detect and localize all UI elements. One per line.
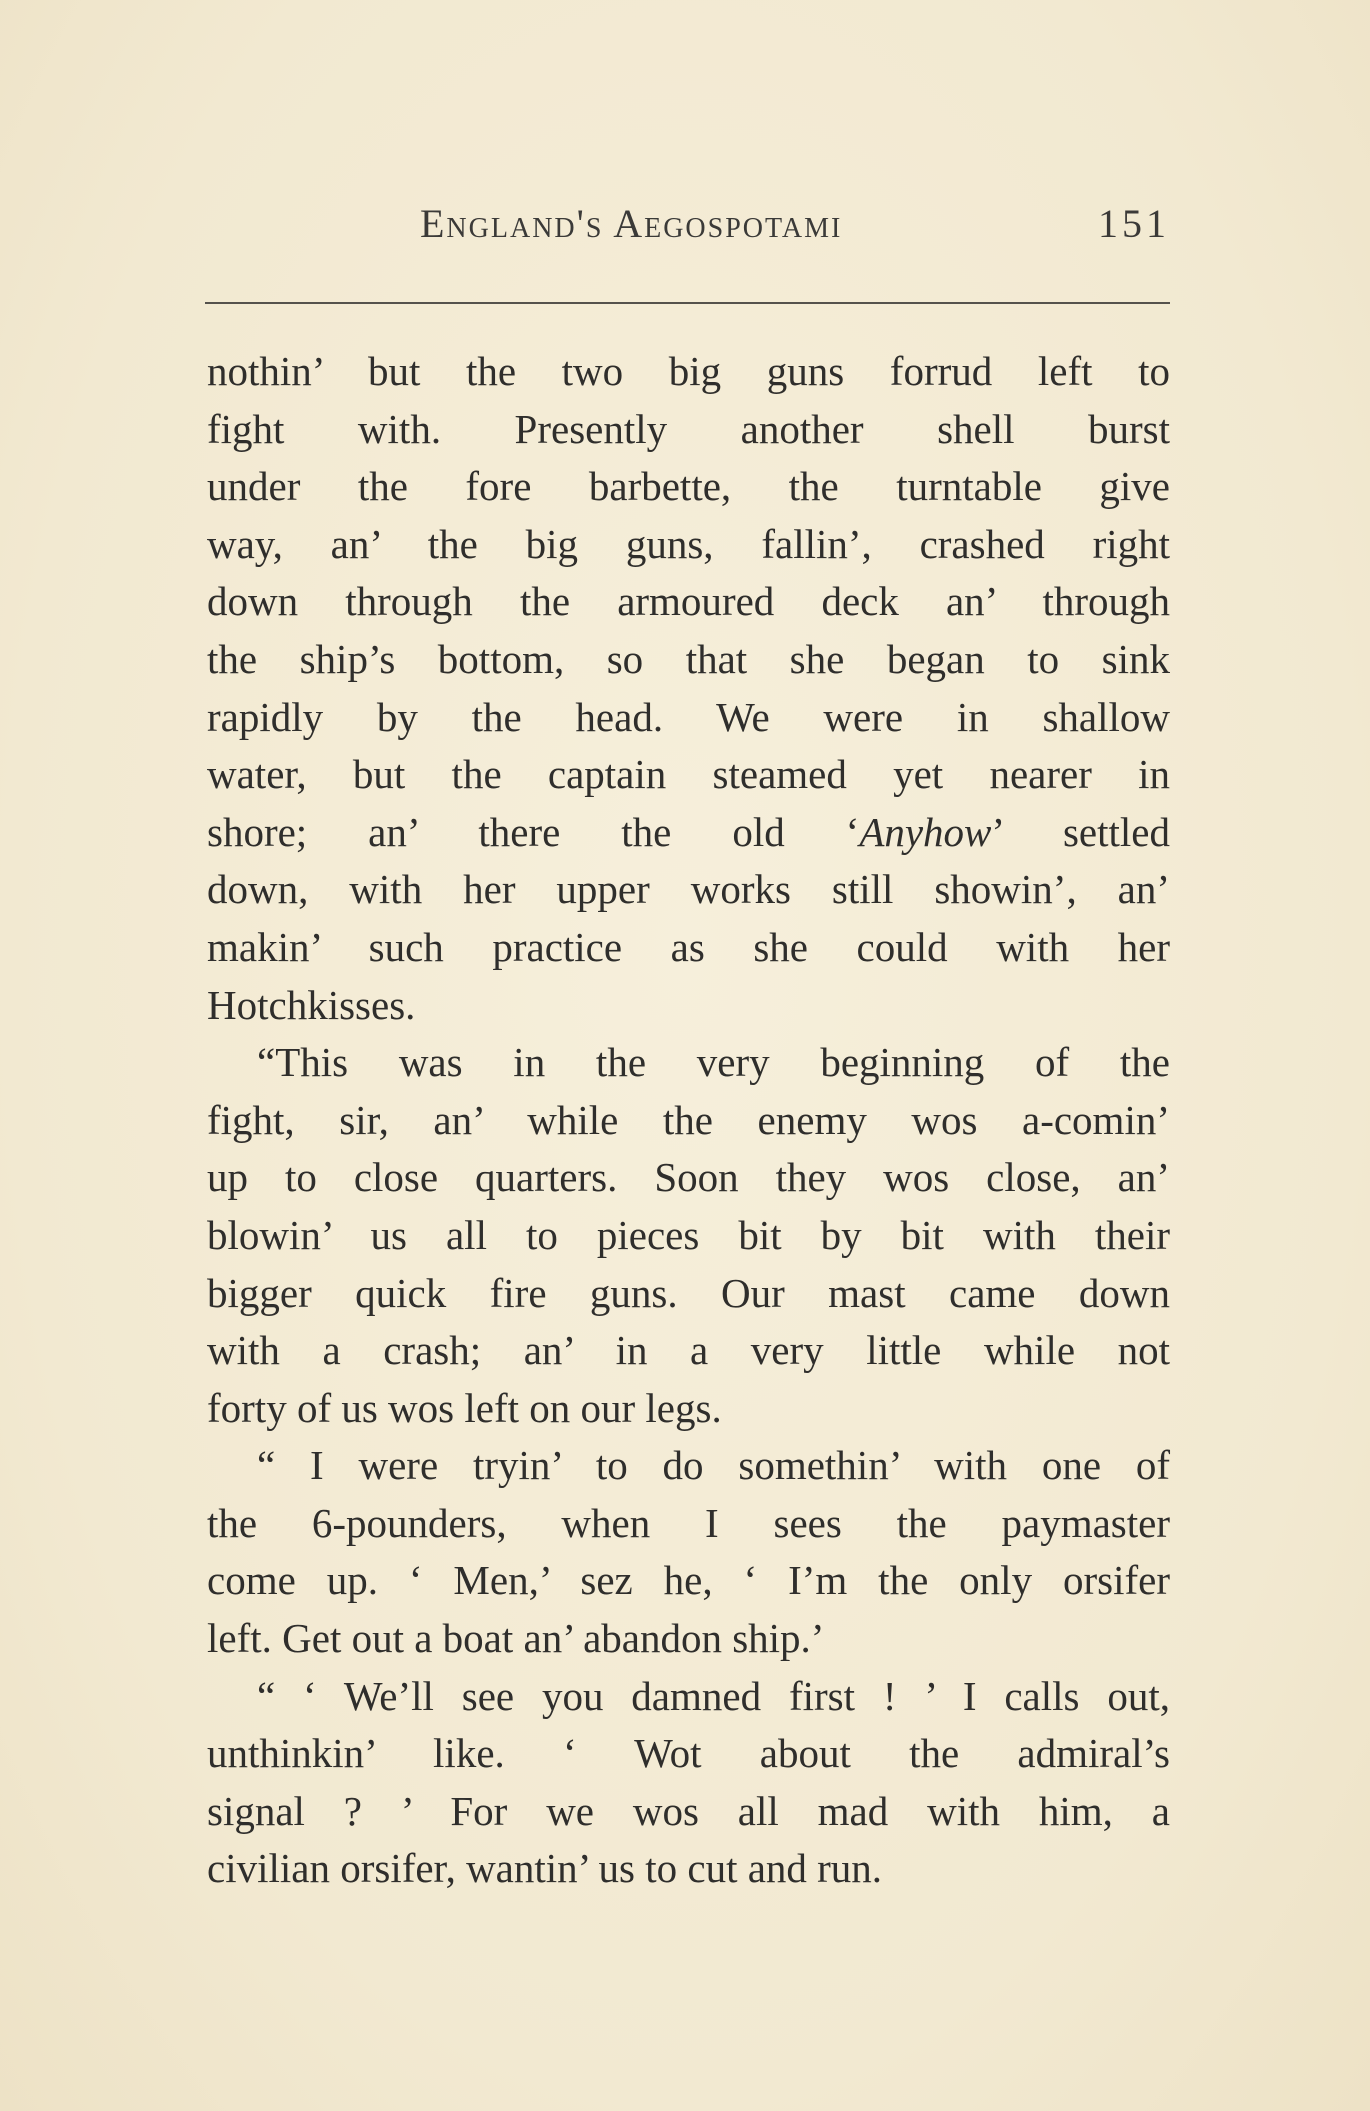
text-line: makin’ such practice as she could with her <box>207 923 1170 970</box>
text-line: the ship’s bottom, so that she began to sink <box>207 635 1170 682</box>
text-line: civilian orsifer, wantin’ us to cut and run. <box>207 1845 883 1892</box>
text-line: fight with. Presently another shell burst <box>207 405 1170 452</box>
text-line: Hotchkisses. <box>207 981 416 1028</box>
text-line: up to close quarters. Soon they wos close, an’ <box>207 1154 1170 1201</box>
text-line: fight, sir, an’ while the enemy wos a-comin’ <box>207 1096 1170 1143</box>
paragraph-start: “ ‘ We’ll see you damned first ! ’ I calls out, <box>257 1672 1170 1719</box>
text-line: bigger quick fire guns. Our mast came down <box>207 1269 1170 1316</box>
text-line: the 6-pounders, when I sees the paymaster <box>207 1499 1170 1546</box>
header-rule <box>205 302 1170 304</box>
paragraph-start: “ I were tryin’ to do somethin’ with one of <box>257 1442 1170 1489</box>
page-header <box>205 200 1170 260</box>
body-text <box>207 343 1170 1898</box>
text-line: down, with her upper works still showin’, an’ <box>207 866 1170 913</box>
text-line: left. Get out a boat an’ abandon ship.’ <box>207 1615 825 1662</box>
text-line: down through the armoured deck an’ through <box>207 578 1170 625</box>
text-line: rapidly by the head. We were in shallow <box>207 693 1170 740</box>
text-line: with a crash; an’ in a very little while not <box>207 1327 1170 1374</box>
page-number: 151 <box>1098 201 1170 246</box>
text-line: blowin’ us all to pieces bit by bit with their <box>207 1211 1170 1258</box>
text-line: under the fore barbette, the turntable give <box>207 463 1170 510</box>
text-line: water, but the captain steamed yet nearer in <box>207 751 1170 798</box>
text-line: nothin’ but the two big guns forrud left to <box>207 348 1170 394</box>
text-line: way, an’ the big guns, fallin’, crashed right <box>207 520 1170 567</box>
text-line: come up. ‘ Men,’ sez he, ‘ I’m the only orsifer <box>207 1557 1170 1604</box>
text-line-italic: shore; an’ there the old ‘Anyhow’ settled <box>207 808 1170 855</box>
italic-ship-name: Anyhow <box>859 808 992 855</box>
running-title: England's Aegospotami <box>420 201 843 246</box>
paragraph-start: “This was in the very beginning of the <box>257 1039 1170 1086</box>
text-line: signal ? ’ For we wos all mad with him, a <box>207 1787 1170 1834</box>
text-line: forty of us wos left on our legs. <box>207 1384 722 1431</box>
text-line: unthinkin’ like. ‘ Wot about the admiral’s <box>207 1730 1170 1777</box>
